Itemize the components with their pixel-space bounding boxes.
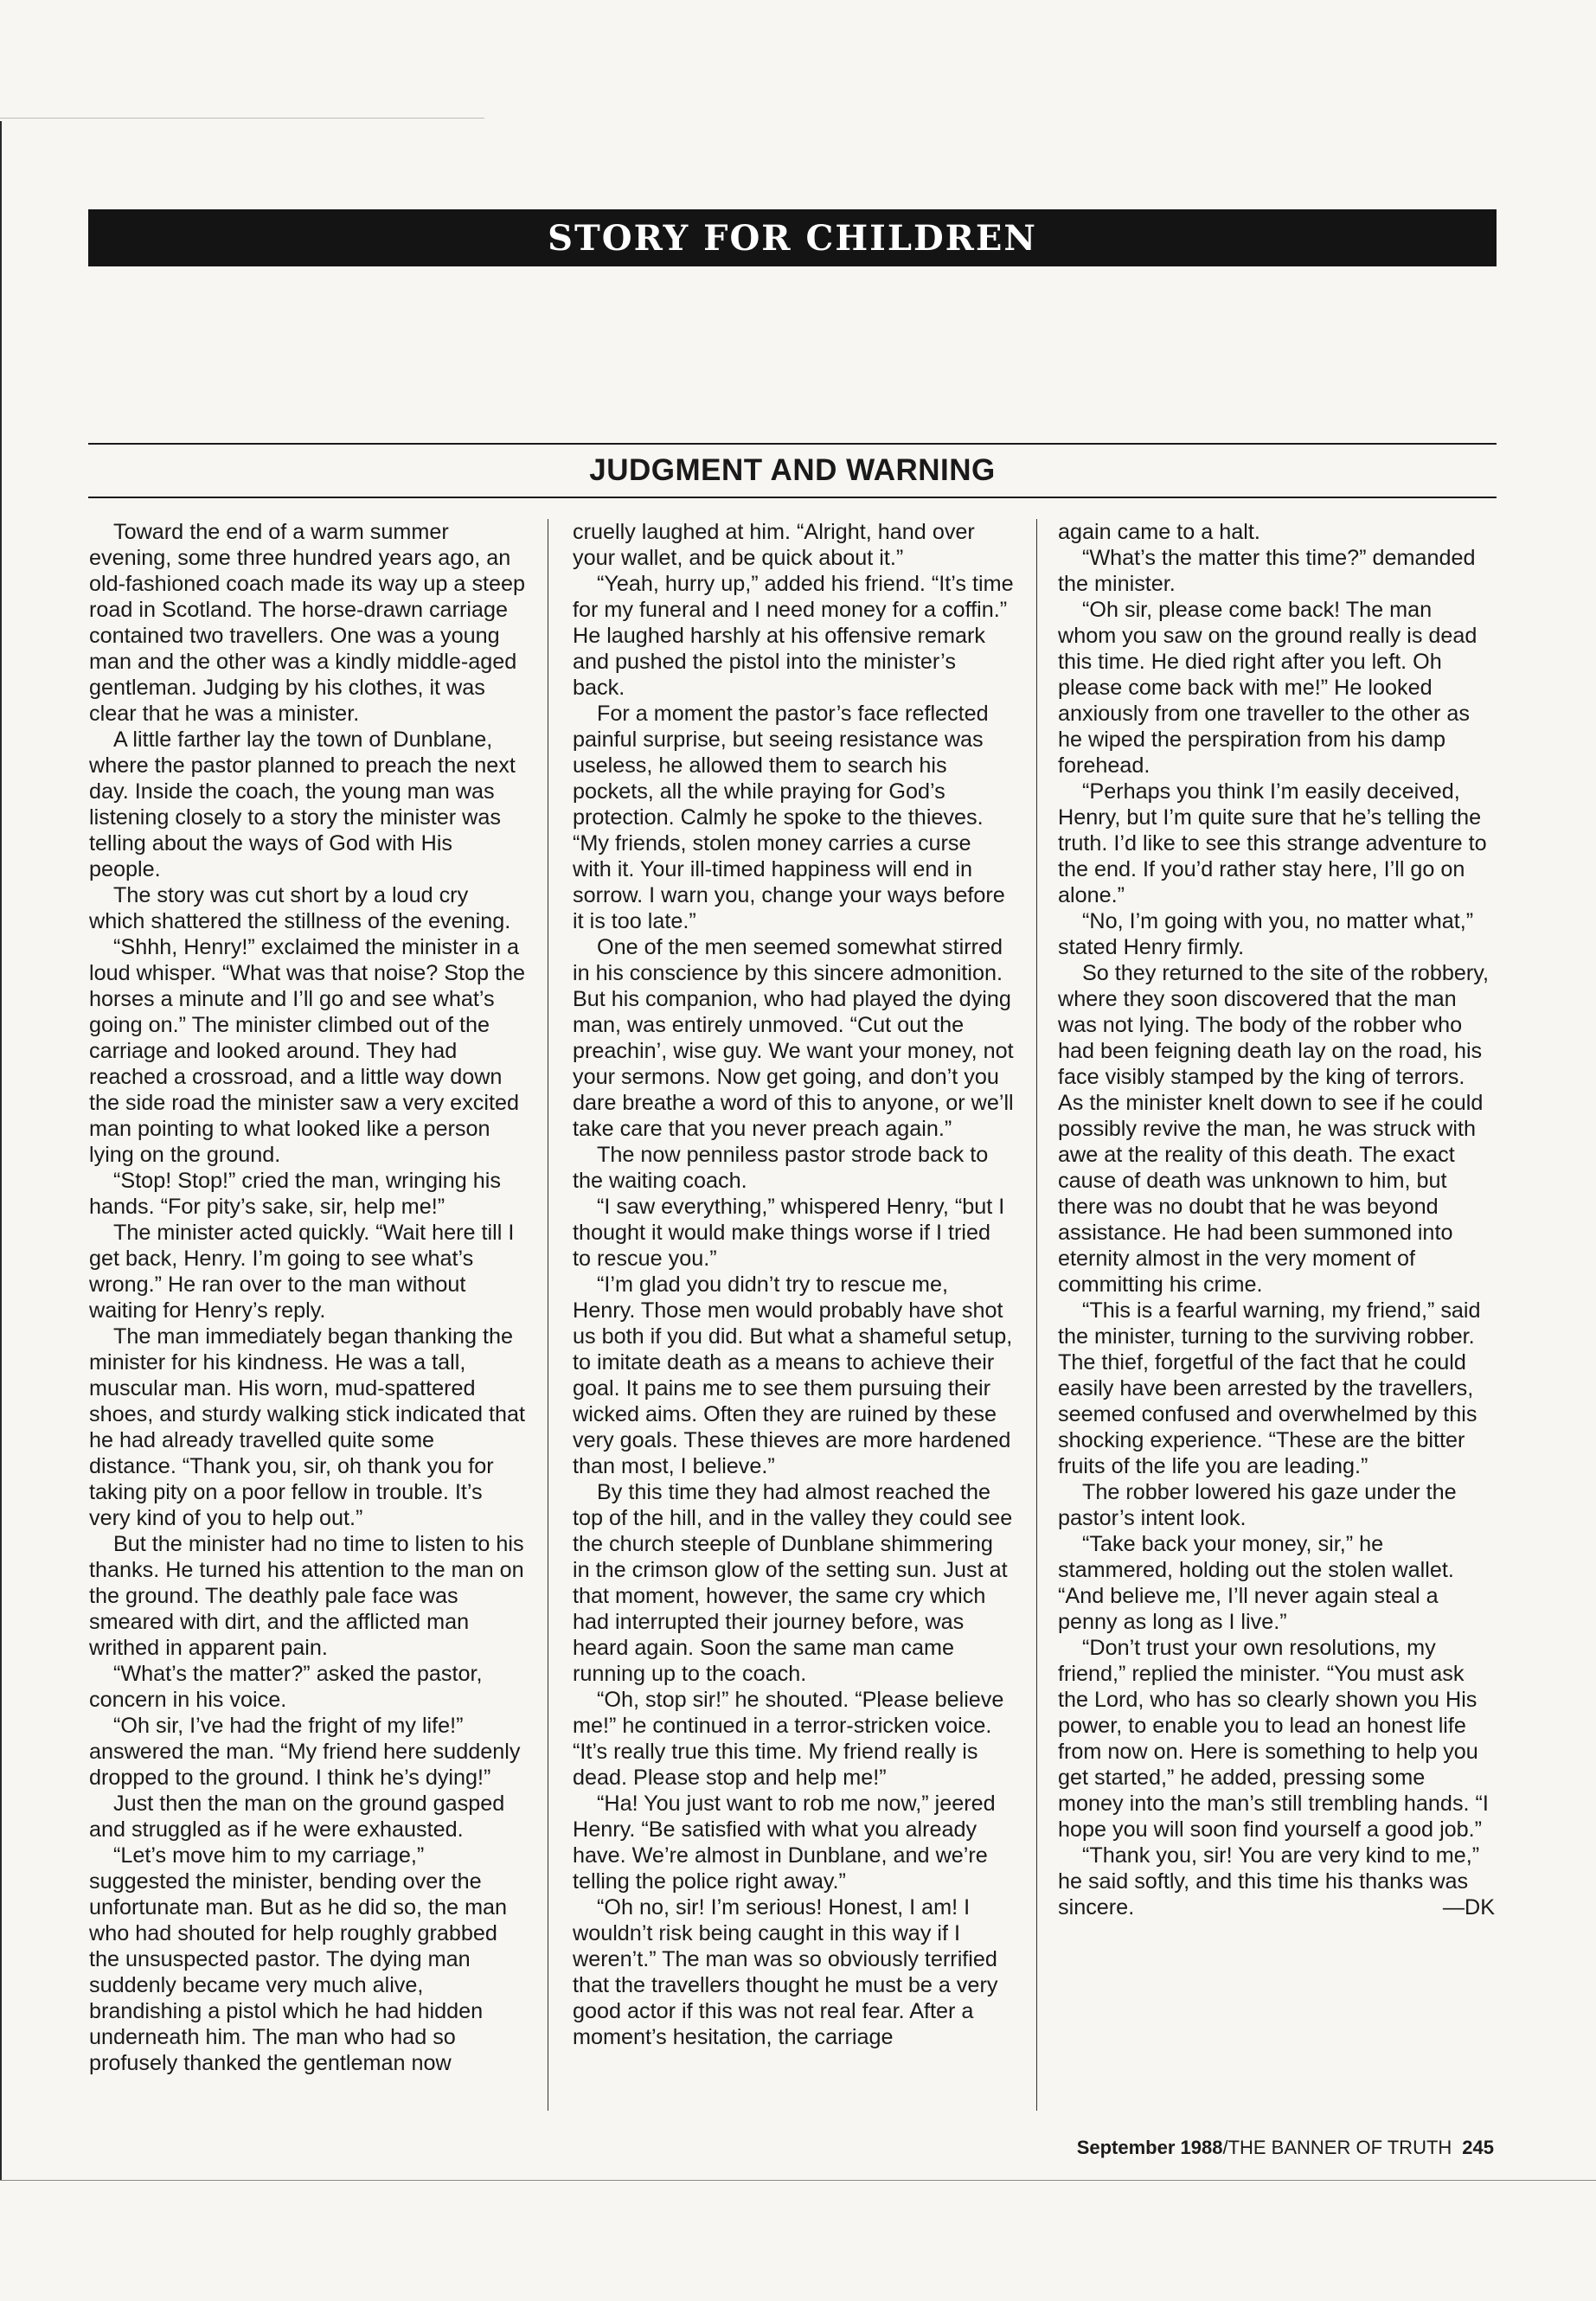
- paragraph: By this time they had almost reached the top of the hill, and in the valley they could see the church steeple of Dunblane shimmering in the crimson glow of the setting sun. Just at that moment, however, the same cry which had interrupted their journey before, was heard again. Soon the same man came running up to the coach.: [573, 1480, 1013, 1686]
- paragraph: “What’s the matter this time?” demanded the minister.: [1058, 546, 1476, 596]
- paragraph: “Oh no, sir! I’m serious! Honest, I am! I wouldn’t risk being caught in this way if I weren’t.” The man was so obviously terrified that the travellers thought he must be a very good actor if this was not real fear. After a moment’s hesitation, the carriage: [573, 1895, 998, 2049]
- paragraph: “I’m glad you didn’t try to rescue me, Henry. Those men would probably have shot us both if you did. But what a shameful setup, to imitate death as a means to achieve their goal. It pains me to see them pursuing their wicked aims. Often they are ruined by these very goals. These thieves are more hardened than most, I believe.”: [573, 1272, 1013, 1478]
- paragraph: One of the men seemed somewhat stirred in his conscience by this sincere admonition. But his companion, who had played the dying man, was entirely unmoved. “Cut out the preachin’, wise guy. We want your money, not your sermons. Now get going, and don’t you dare breathe a word of this to anyone, or we’ll take care that you never preach again.”: [573, 935, 1014, 1141]
- paragraph: For a moment the pastor’s face reflected painful surprise, but seeing resistance was useless, he allowed them to search his pockets, all the while praying for God’s protection. Calmly he spoke to the thieves. “My friends, stolen money carries a curse with it. Your ill-timed happiness will end in sorrow. I warn you, change your ways before it is too late.”: [573, 702, 1005, 933]
- page-footer: [1077, 2137, 1494, 2159]
- paragraph: “This is a fearful warning, my friend,” said the minister, turning to the surviving robber. The thief, forgetful of the fact that he could easily have been arrested by the travellers, seemed confused and overwhelmed by this shocking experience. “These are the bitter fruits of the life you are leading.”: [1058, 1298, 1481, 1478]
- paragraph: Just then the man on the ground gasped and struggled as if he were exhausted.: [89, 1791, 505, 1842]
- paragraph: The story was cut short by a loud cry which shattered the stillness of the evening.: [89, 883, 511, 933]
- paragraph: Toward the end of a warm summer evening, some three hundred years ago, an old-fashioned coach made its way up a steep road in Scotland. The horse-drawn carriage contained two travellers. One was a young man and the other was a kindly middle-aged gentleman. Judging by his clothes, it was clear that he was a minister.: [89, 520, 526, 726]
- paragraph: “What’s the matter?” asked the pastor, concern in his voice.: [89, 1662, 483, 1712]
- section-banner-label: STORY FOR CHILDREN: [548, 217, 1037, 259]
- paragraph: The now penniless pastor strode back to the waiting coach.: [573, 1143, 989, 1193]
- column-divider: [1036, 519, 1037, 2111]
- paragraph: cruelly laughed at him. “Alright, hand over your wallet, and be quick about it.”: [573, 520, 975, 570]
- footer-page-number: 245: [1462, 2137, 1494, 2158]
- paragraph: “Oh sir, I’ve had the fright of my life!” answered the man. “My friend here suddenly dropped to the ground. I think he’s dying!”: [89, 1714, 521, 1790]
- paragraph: [1058, 1843, 1495, 1920]
- bottom-rule: [0, 2180, 1596, 2181]
- paragraph: A little farther lay the town of Dunblane, where the pastor planned to preach the next day. Inside the coach, the young man was listening closely to a story the minister was telling about the ways of God with His people.: [89, 727, 516, 881]
- article-column-1: [89, 519, 526, 2119]
- paragraph: “I saw everything,” whispered Henry, “but I thought it would make things worse if I tried to rescue you.”: [573, 1195, 1005, 1271]
- paragraph: “Let’s move him to my carriage,” suggested the minister, bending over the unfortunate man. But as he did so, the man who had shouted for help roughly grabbed the unsuspected pastor. The dying man suddenly became very much alive, brandishing a pistol which he had hidden underneath him. The man who had so profusely thanked the gentleman now: [89, 1843, 508, 2075]
- author-signoff: —DK: [1442, 1895, 1495, 1920]
- paragraph: “Stop! Stop!” cried the man, wringing his hands. “For pity’s sake, sir, help me!”: [89, 1169, 501, 1219]
- paragraph-text: “Thank you, sir! You are very kind to me,” he said softly, and this time his thanks was sincere.: [1058, 1843, 1480, 1920]
- top-faint-rule: [0, 118, 484, 119]
- footer-issue-date: September 1988: [1076, 2137, 1223, 2158]
- paragraph: “No, I’m going with you, no matter what,” stated Henry firmly.: [1058, 909, 1474, 959]
- paragraph: again came to a halt.: [1058, 520, 1260, 544]
- footer-publication: /THE BANNER OF TRUTH: [1222, 2137, 1452, 2158]
- paragraph: But the minister had no time to listen to his thanks. He turned his attention to the man on the ground. The deathly pale face was smeared with dirt, and the afflicted man writhed in apparent pain.: [89, 1532, 524, 1660]
- paragraph: So they returned to the site of the robbery, where they soon discovered that the man was not lying. The body of the robber who had been feigning death lay on the road, his face visibly stamped by the king of terrors. As the minister knelt down to see if he could possibly revive the man, he was struck with awe at the reality of this death. The exact cause of death was unknown to him, but there was no doubt that he was beyond assistance. He had been summoned into eternity almost in the very moment of committing his crime.: [1058, 961, 1489, 1297]
- paragraph: “Perhaps you think I’m easily deceived, Henry, but I’m quite sure that he’s telling the truth. I’d like to see this strange adventure to the end. If you’d rather stay here, I’ll go on alone.”: [1058, 779, 1487, 907]
- paragraph: “Oh sir, please come back! The man whom you saw on the ground really is dead this time. He died right after you left. Oh please come back with me!” He looked anxiously from one traveller to the other as he wiped the perspiration from his damp forehead.: [1058, 598, 1477, 778]
- paragraph: “Yeah, hurry up,” added his friend. “It’s time for my funeral and I need money for a coffin.” He laughed harshly at his offensive remark and pushed the pistol into the minister’s back.: [573, 572, 1014, 700]
- title-rule-top: [88, 443, 1497, 445]
- article-title: JUDGMENT AND WARNING: [589, 453, 996, 487]
- title-rule-bottom: [88, 497, 1497, 498]
- page-edge-line: [0, 121, 2, 2180]
- paragraph: “Take back your money, sir,” he stammered, holding out the stolen wallet. “And believe me, I’ll never again steal a penny as long as I live.”: [1058, 1532, 1454, 1634]
- paragraph: The man immediately began thanking the minister for his kindness. He was a tall, muscular man. His worn, mud-spattered shoes, and sturdy walking stick indicated that he had already travelled quite some distance. “Thank you, sir, oh thank you for taking pity on a poor fellow in trouble. It’s very kind of you to help out.”: [89, 1324, 526, 1530]
- paragraph: “Oh, stop sir!” he shouted. “Please believe me!” he continued in a terror-stricken voice. “It’s really true this time. My friend really is dead. Please stop and help me!”: [573, 1688, 1004, 1790]
- paragraph: “Shhh, Henry!” exclaimed the minister in a loud whisper. “What was that noise? Stop the horses a minute and I’ll go and see what’s going on.” The minister climbed out of the carriage and looked around. They had reached a crossroad, and a little way down the side road the minister saw a very excited man pointing to what looked like a person lying on the ground.: [89, 935, 526, 1167]
- paragraph: The minister acted quickly. “Wait here till I get back, Henry. I’m going to see what’s wrong.” He ran over to the man without waiting for Henry’s reply.: [89, 1221, 515, 1323]
- article-column-3: [1058, 519, 1495, 2119]
- article-column-2: [573, 519, 1014, 2119]
- paragraph: “Ha! You just want to rob me now,” jeered Henry. “Be satisfied with what you already have. We’re almost in Dunblane, and we’re telling the police right away.”: [573, 1791, 996, 1894]
- section-banner: [88, 209, 1497, 266]
- paragraph: “Don’t trust your own resolutions, my friend,” replied the minister. “You must ask the Lord, who has so clearly shown you His power, to enable you to lead an honest life from now on. Here is something to help you get started,” he added, pressing some money into the man’s still trembling hands. “I hope you will soon find yourself a good job.”: [1058, 1636, 1489, 1842]
- paragraph: The robber lowered his gaze under the pastor’s intent look.: [1058, 1480, 1457, 1530]
